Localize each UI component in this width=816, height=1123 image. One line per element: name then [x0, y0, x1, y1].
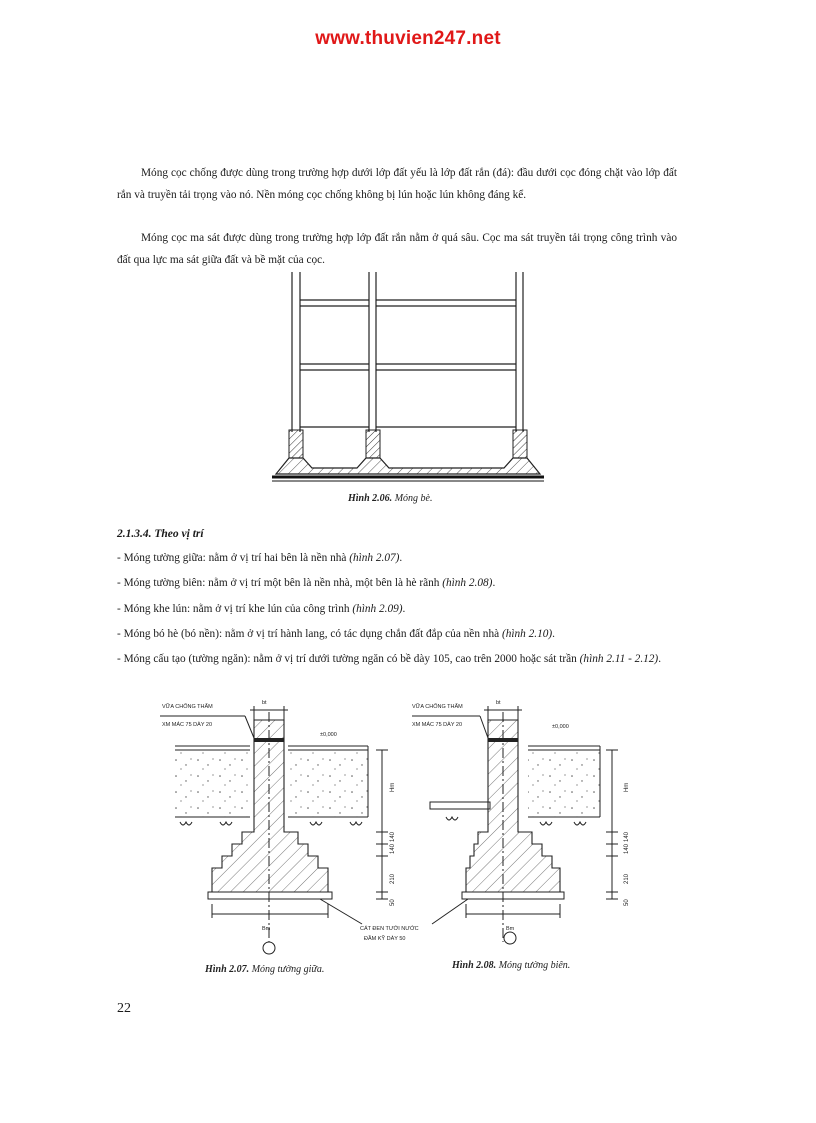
- figure-2-07-title: Móng tường giữa.: [251, 964, 325, 975]
- paragraph-end-bearing-piles: Móng cọc chống được dùng trong trường hợp dưới lớp đất yếu là lớp đất rắn (đá): đầu dưới cọc đóng chặt vào lớp đất rắn và truyền tải trọng vào nó. Nền móng cọc chống không bị lún hoặc lún không đáng kể.: [117, 167, 677, 201]
- fig208-dim-140b: 140: [624, 843, 630, 854]
- fig207-dim-140a: 140: [390, 831, 396, 842]
- fig207-note-waterproofing: VỮA CHỐNG THẤM: [162, 704, 213, 710]
- page-number: 22: [117, 1001, 131, 1016]
- list-item: - Móng tường biên: nằm ở vị trí một bên là nền nhà, một bên là hè rãnh (hình 2.08).: [117, 577, 496, 589]
- figure-2-07-caption: [205, 964, 324, 975]
- fig207-dim-140b: 140: [390, 843, 396, 854]
- list-item: - Móng khe lún: nằm ở vị trí khe lún của công trình (hình 2.09).: [117, 603, 406, 615]
- fig207-dim-210: 210: [390, 873, 396, 884]
- figure-2-07-2-08-foundation-sections: [150, 692, 650, 960]
- list-item: - Móng cấu tạo (tường ngăn): nằm ở vị trí dưới tường ngăn có bề dày 105, cao trên 2000 hoặc sát trần (hình 2.11 - 2.12).: [117, 653, 662, 665]
- note-sand-layer: CÁT ĐEN TƯỚI NƯỚC: [360, 926, 419, 932]
- fig208-level: ±0,000: [552, 724, 569, 730]
- fig207-dim-bt: bt: [262, 700, 267, 706]
- figure-2-08-title: Móng tường biên.: [498, 960, 571, 971]
- fig208-dim-hm: Hm: [624, 782, 630, 792]
- figure-2-06-raft-foundation: [272, 272, 544, 486]
- fig208-dim-50: 50: [624, 899, 630, 906]
- paragraph-friction-piles: Móng cọc ma sát được dùng trong trường hợp lớp đất rắn nằm ở quá sâu. Cọc ma sát truyền tải trọng công trình vào đất qua lực ma sát giữa đất và bề mặt của cọc.: [117, 232, 677, 266]
- fig208-dim-bt: bt: [496, 700, 501, 706]
- figure-2-06-label: Hình 2.06.: [348, 493, 393, 504]
- fig208-dim-210: 210: [624, 873, 630, 884]
- fig207-dim-50: 50: [390, 899, 396, 906]
- figure-2-06-title: Móng bè.: [394, 493, 433, 504]
- fig208-note-waterproofing: VỮA CHỐNG THẤM: [412, 704, 463, 710]
- fig208-dim-140a: 140: [624, 831, 630, 842]
- fig207-dim-hm: Hm: [390, 782, 396, 792]
- fig207-dim-bm: Bm: [262, 926, 271, 932]
- fig208-note-mortar: XM MÁC 75 DÀY 20: [412, 722, 463, 728]
- list-item: - Móng bó hè (bó nền): nằm ở vị trí hành lang, có tác dụng chắn đất đắp của nền nhà (hình 2.10).: [117, 628, 555, 640]
- figure-2-06-caption: [348, 493, 432, 504]
- figure-2-07-label: Hình 2.07.: [205, 964, 250, 975]
- fig207-note-mortar: XM MÁC 75 DÀY 20: [162, 722, 213, 728]
- list-item: - Móng tường giữa: nằm ở vị trí hai bên là nền nhà (hình 2.07).: [117, 552, 403, 564]
- section-heading: 2.1.3.4. Theo vị trí: [117, 528, 204, 540]
- figure-2-08-label: Hình 2.08.: [452, 960, 497, 971]
- note-sand-thickness: ĐẦM KỸ DÀY 50: [364, 936, 406, 942]
- fig208-dim-bm: Bm: [506, 926, 515, 932]
- figure-2-08-caption: [452, 960, 570, 971]
- fig207-level: ±0,000: [320, 732, 337, 738]
- site-header-url[interactable]: www.thuvien247.net: [315, 28, 501, 49]
